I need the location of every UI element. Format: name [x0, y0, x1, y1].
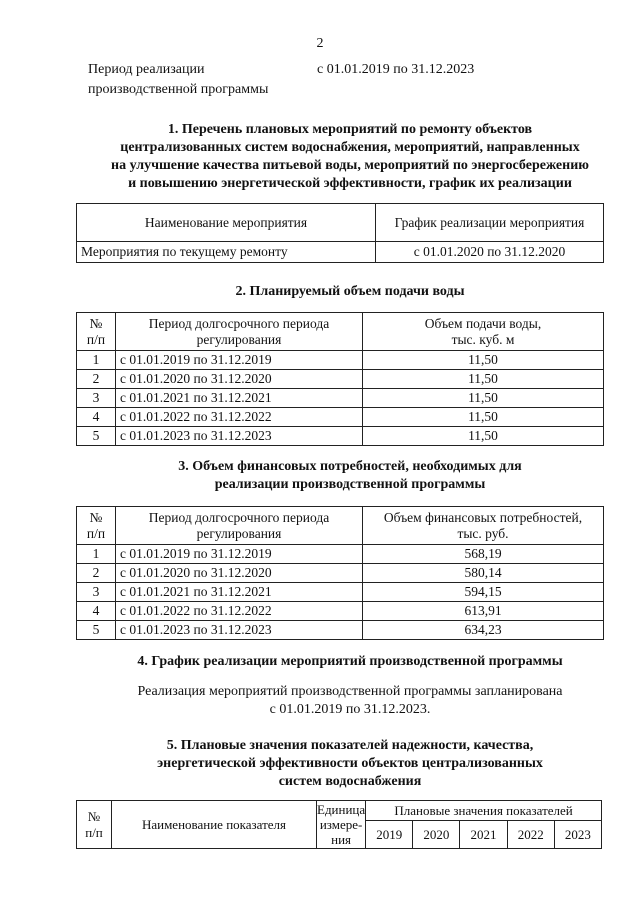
indicators-table [76, 800, 602, 849]
period-value: с 01.01.2019 по 31.12.2023 [317, 62, 475, 77]
row-value: 580,14 [363, 564, 604, 583]
row-period: с 01.01.2022 по 31.12.2022 [116, 408, 363, 427]
table-row [77, 242, 604, 263]
header-number-line2: п/п [86, 525, 106, 541]
section5-title-line: 5. Плановые значения показателей надежности, качества, [166, 738, 534, 753]
section1-title-line: централизованных систем водоснабжения, мероприятий, направленных [120, 140, 580, 155]
activities-table [76, 203, 604, 263]
header-number-line1: № [87, 808, 101, 824]
header-volume-line2: тыс. куб. м [451, 331, 515, 347]
period-label [88, 60, 268, 100]
header-period [116, 313, 363, 351]
section1-title-line: на улучшение качества питьевой воды, мероприятий по энергосбережению [111, 158, 589, 173]
header-year: 2023 [554, 821, 601, 849]
header-number [77, 801, 112, 849]
table-row [77, 564, 604, 583]
header-number-line2: п/п [86, 331, 106, 347]
table-header-row [77, 313, 604, 351]
header-number [77, 507, 116, 545]
row-number: 2 [77, 370, 116, 389]
header-number-line1: № [89, 509, 103, 525]
period-label-line2: производственной программы [88, 82, 269, 97]
period-label-line1: Период реализации [88, 62, 205, 77]
activity-name-cell: Мероприятия по текущему ремонту [77, 242, 376, 263]
row-period: с 01.01.2019 по 31.12.2019 [116, 351, 363, 370]
header-unit-line3: ния [331, 832, 352, 847]
header-activity-schedule: График реализации мероприятия [376, 204, 604, 242]
section4-text-line2: с 01.01.2019 по 31.12.2023. [269, 702, 431, 717]
table-header-row [77, 204, 604, 242]
section3-title-line: 3. Объем финансовых потребностей, необходимых для [178, 459, 522, 474]
section4-text [60, 683, 640, 719]
row-period: с 01.01.2023 по 31.12.2023 [116, 427, 363, 446]
section1-title [60, 121, 640, 193]
header-activity-name: Наименование мероприятия [77, 204, 376, 242]
header-financial-line2: тыс. руб. [457, 525, 509, 541]
section4-title: 4. График реализации мероприятий производственной программы [137, 654, 563, 669]
water-supply-table [76, 312, 604, 446]
row-value: 613,91 [363, 602, 604, 621]
section5-title-line: энергетической эффективности объектов централизованных [157, 756, 543, 771]
row-number: 5 [77, 621, 116, 640]
row-period: с 01.01.2023 по 31.12.2023 [116, 621, 363, 640]
table-header-row [77, 801, 602, 821]
row-value: 568,19 [363, 545, 604, 564]
table-row [77, 408, 604, 427]
header-financial [363, 507, 604, 545]
table-header-row [77, 507, 604, 545]
header-unit [317, 801, 366, 849]
section1-title-line: и повышению энергетической эффективности, график их реализации [128, 176, 572, 191]
row-period: с 01.01.2021 по 31.12.2021 [116, 389, 363, 408]
header-unit-line2: измере- [319, 817, 363, 832]
row-value: 11,50 [363, 351, 604, 370]
header-period-line2: регулирования [196, 525, 282, 541]
header-number-line1: № [89, 315, 103, 331]
header-number-line2: п/п [85, 824, 103, 840]
header-volume-line1: Объем подачи воды, [424, 315, 542, 331]
row-period: с 01.01.2022 по 31.12.2022 [116, 602, 363, 621]
row-period: с 01.01.2020 по 31.12.2020 [116, 370, 363, 389]
table-row [77, 389, 604, 408]
header-number [77, 313, 116, 351]
section1-title-line: 1. Перечень плановых мероприятий по ремонту объектов [167, 122, 533, 137]
header-year: 2020 [413, 821, 460, 849]
section5-title-line: систем водоснабжения [278, 774, 422, 789]
row-period: с 01.01.2021 по 31.12.2021 [116, 583, 363, 602]
section5-title [60, 737, 640, 791]
table-row [77, 583, 604, 602]
row-value: 11,50 [363, 389, 604, 408]
table-row [77, 351, 604, 370]
row-number: 4 [77, 408, 116, 427]
table-row [77, 545, 604, 564]
financial-needs-table [76, 506, 604, 640]
row-period: с 01.01.2020 по 31.12.2020 [116, 564, 363, 583]
page-number: 2 [316, 36, 324, 51]
row-value: 11,50 [363, 427, 604, 446]
header-unit-line1: Единица [317, 802, 366, 817]
section2-title: 2. Планируемый объем подачи воды [235, 284, 465, 299]
activity-schedule-cell: с 01.01.2020 по 31.12.2020 [376, 242, 604, 263]
row-value: 594,15 [363, 583, 604, 602]
section3-title [60, 458, 640, 494]
row-number: 4 [77, 602, 116, 621]
header-period-line1: Период долгосрочного периода [148, 315, 330, 331]
header-period-line1: Период долгосрочного периода [148, 509, 330, 525]
row-number: 2 [77, 564, 116, 583]
row-value: 11,50 [363, 370, 604, 389]
table-row [77, 427, 604, 446]
row-number: 3 [77, 583, 116, 602]
row-value: 634,23 [363, 621, 604, 640]
section4-text-line1: Реализация мероприятий производственной программы запланирована [137, 684, 563, 699]
row-value: 11,50 [363, 408, 604, 427]
header-year: 2019 [366, 821, 413, 849]
row-period: с 01.01.2019 по 31.12.2019 [116, 545, 363, 564]
row-number: 5 [77, 427, 116, 446]
table-row [77, 370, 604, 389]
section3-title-line: реализации производственной программы [214, 477, 486, 492]
table-row [77, 602, 604, 621]
table-row [77, 621, 604, 640]
header-indicator-name: Наименование показателя [112, 801, 317, 849]
header-period [116, 507, 363, 545]
header-planned-values: Плановые значения показателей [366, 801, 602, 821]
row-number: 1 [77, 545, 116, 564]
header-year: 2022 [507, 821, 554, 849]
header-financial-line1: Объем финансовых потребностей, [383, 509, 583, 525]
row-number: 3 [77, 389, 116, 408]
header-volume [363, 313, 604, 351]
header-year: 2021 [460, 821, 507, 849]
row-number: 1 [77, 351, 116, 370]
header-period-line2: регулирования [196, 331, 282, 347]
